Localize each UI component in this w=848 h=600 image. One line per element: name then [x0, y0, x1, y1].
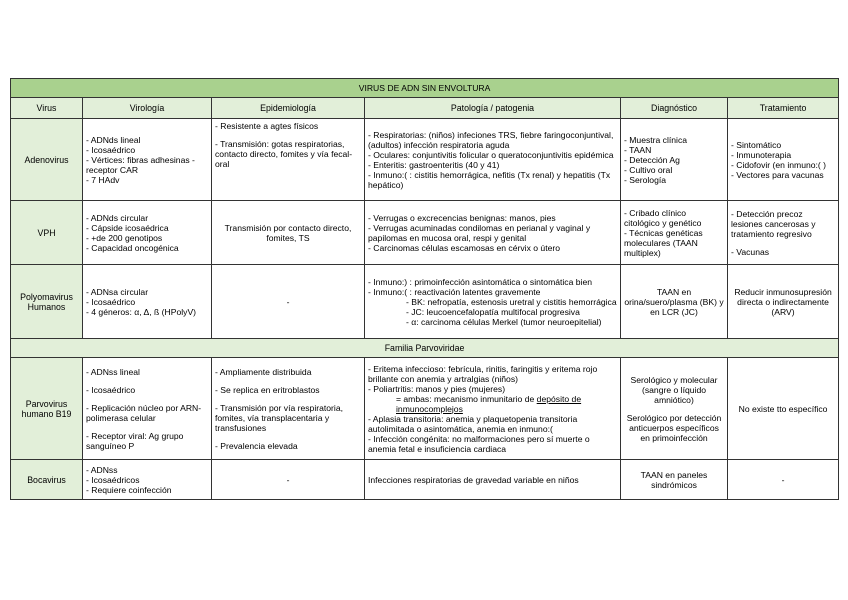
- diagnostico-text: TAAN en orina/suero/plasma (BK) y en LCR (JC): [624, 286, 724, 317]
- virus-name: Bocavirus: [11, 460, 83, 500]
- patologia-cell: [365, 119, 621, 201]
- patologia-text-2b: depósito de inmunocomplejos: [396, 393, 582, 414]
- patologia-text-4: - JC: leucoencefalopatía multifocal progresiva: [406, 306, 580, 317]
- virus-name: Adenovirus: [11, 119, 83, 201]
- virus-name: VPH: [11, 201, 83, 265]
- diagnostico-text: TAAN en paneles sindrómicos: [640, 469, 708, 490]
- tratamiento-text: - Sintomático - Inmunoterapia - Cidofovir (en inmuno:( ) - Vectores para vacunas: [731, 139, 827, 180]
- table-title: VIRUS DE ADN SIN ENVOLTURA: [11, 79, 839, 98]
- family-title: Familia Parvoviridae: [11, 339, 839, 358]
- patologia-text-2: [368, 394, 617, 414]
- virologia-cell: [83, 201, 212, 265]
- patologia-text-3: - BK: nefropatía, estenosis uretral y cistitis hemorrágica: [406, 296, 617, 307]
- diagnostico-text-2: Serológico por detección anticuerpos específicos en primoinfección: [626, 412, 722, 443]
- diagnostico-text-1: Serológico y molecular (sangre o líquido amniótico): [630, 374, 718, 405]
- tratamiento-cell: [728, 201, 839, 265]
- patologia-text-3: - Aplasia transitoria: anemia y plaquetopenia transitoria autolimitada o asintomática, anemia en inmuno:( - Infección congénita: no malformaciones pero sí muerte o anemia fetal e insuficiencia cardiaca: [368, 413, 590, 454]
- virologia-cell: [83, 119, 212, 201]
- epidemiologia-text-1: - Ampliamente distribuida: [215, 366, 312, 377]
- table-row-adenovirus: [11, 119, 839, 201]
- tratamiento-text-2: - Vacunas: [731, 246, 770, 257]
- patologia-text-2: - Inmuno:( : reactivación latentes gravemente: [368, 286, 541, 297]
- table-title-row: [11, 79, 839, 98]
- virologia-text-4: - Receptor viral: Ag grupo sanguíneo P: [86, 430, 184, 451]
- epidemiologia-cell: [212, 119, 365, 201]
- virus-table: [10, 78, 839, 500]
- tratamiento-cell: [728, 265, 839, 339]
- diagnostico-text: - Muestra clínica - TAAN - Detección Ag - Cultivo oral - Serología: [624, 134, 688, 185]
- patologia-cell: [365, 265, 621, 339]
- virus-name: Parvovirus humano B19: [11, 358, 83, 460]
- patologia-text-2a: = ambas: mecanismo inmunitario de: [396, 393, 537, 404]
- epidemiologia-text-2: - Transmisión: gotas respiratorias, contacto directo, fomites y vía fecal-oral: [215, 139, 353, 169]
- virologia-cell: [83, 265, 212, 339]
- patologia-cell: [365, 201, 621, 265]
- patologia-text-1: - Inmuno:) : primoinfección asintomática o sintomática bien: [368, 276, 593, 287]
- epidemiologia-text-2: - Se replica en eritroblastos: [215, 384, 320, 395]
- header-virologia: Virología: [83, 98, 212, 119]
- epidemiologia-text: - Resistente a agtes físicos: [215, 121, 319, 131]
- epidemiologia-cell: -: [212, 460, 365, 500]
- virologia-text: - ADNds circular - Cápside icosaédrica - +de 200 genotipos - Capacidad oncogénica: [86, 212, 179, 253]
- tratamiento-cell: [728, 119, 839, 201]
- header-patologia: Patología / patogenia: [365, 98, 621, 119]
- table-row-parvovirus: [11, 358, 839, 460]
- header-diagnostico: Diagnóstico: [621, 98, 728, 119]
- epidemiologia-text: Transmisión por contacto directo, fomites, TS: [224, 222, 352, 243]
- diagnostico-cell: [621, 201, 728, 265]
- table-row-bocavirus: [11, 460, 839, 500]
- diagnostico-text: - Cribado clínico citológico y genético - Técnicas genéticas moleculares (TAAN multiplex): [624, 207, 703, 258]
- virologia-cell: [83, 358, 212, 460]
- header-virus: Virus: [11, 98, 83, 119]
- virologia-text: - ADNds lineal - Icosaédrico - Vértices: fibras adhesinas - receptor CAR - 7 HAdv: [86, 134, 195, 185]
- virologia-text-1: - ADNss lineal: [86, 366, 140, 377]
- virologia-text-3: - Replicación núcleo por ARN-polimerasa celular: [86, 402, 202, 423]
- header-epidemiologia: Epidemiología: [212, 98, 365, 119]
- tratamiento-text: - Detección precoz lesiones cancerosas y tratamiento regresivo: [731, 208, 816, 239]
- epidemiologia-cell: -: [212, 265, 365, 339]
- patologia-cell: [365, 358, 621, 460]
- diagnostico-cell: [621, 119, 728, 201]
- patologia-text-5: - α: carcinoma células Merkel (tumor neuroepitelial): [406, 316, 602, 327]
- epidemiologia-cell: [212, 201, 365, 265]
- epidemiologia-text-4: - Prevalencia elevada: [215, 440, 298, 451]
- virus-name: Polyomavirus Humanos: [11, 265, 83, 339]
- tratamiento-cell: No existe tto específico: [728, 358, 839, 460]
- virologia-text: - ADNss - Icosaédricos - Requiere coinfección: [86, 464, 172, 495]
- table-row-polyomavirus: [11, 265, 839, 339]
- patologia-text: - Respiratorias: (niños) infeciones TRS, fiebre faringoconjuntival, (adultos) infección respiratoria aguda - Oculares: conjuntivitis folicular o queratoconjuntivitis epidémica - Enteritis: gastroenteritis (40 y 41) - Inmuno:( : cistitis hemorrágica, nefitis (Tx renal) y hepatitis (Tx hepático): [368, 129, 614, 190]
- table-row-vph: [11, 201, 839, 265]
- tratamiento-text: Reducir inmunosupresión directa o indirectamente (ARV): [734, 286, 832, 317]
- family-row: [11, 339, 839, 358]
- virologia-cell: [83, 460, 212, 500]
- diagnostico-cell: [621, 265, 728, 339]
- virologia-text-2: - Icosaédrico: [86, 384, 136, 395]
- diagnostico-cell: [621, 358, 728, 460]
- tratamiento-cell: -: [728, 460, 839, 500]
- patologia-cell: Infecciones respiratorias de gravedad variable en niños: [365, 460, 621, 500]
- header-row: [11, 98, 839, 119]
- virologia-text: - ADNsa circular - Icosaédrico - 4 géneros: α, Δ, ß (HPolyV): [86, 286, 197, 317]
- epidemiologia-text-3: - Transmisión por vía respiratoria, fomites, vía transplacentaria y transfusiones: [215, 402, 343, 433]
- diagnostico-cell: [621, 460, 728, 500]
- epidemiologia-cell: [212, 358, 365, 460]
- header-tratamiento: Tratamiento: [728, 98, 839, 119]
- patologia-text: - Verrugas o excrecencias benignas: manos, pies - Verrugas acuminadas condilomas en perianal y vaginal y papilomas en mucosa oral, respi y genital - Carcinomas células escamosas en cérvix o útero: [368, 212, 591, 253]
- patologia-text-1: - Eritema infeccioso: febrícula, rinitis, faringitis y eritema rojo brillante con anemia y artralgias (niños) - Poliartritis: manos y pies (mujeres): [368, 363, 598, 394]
